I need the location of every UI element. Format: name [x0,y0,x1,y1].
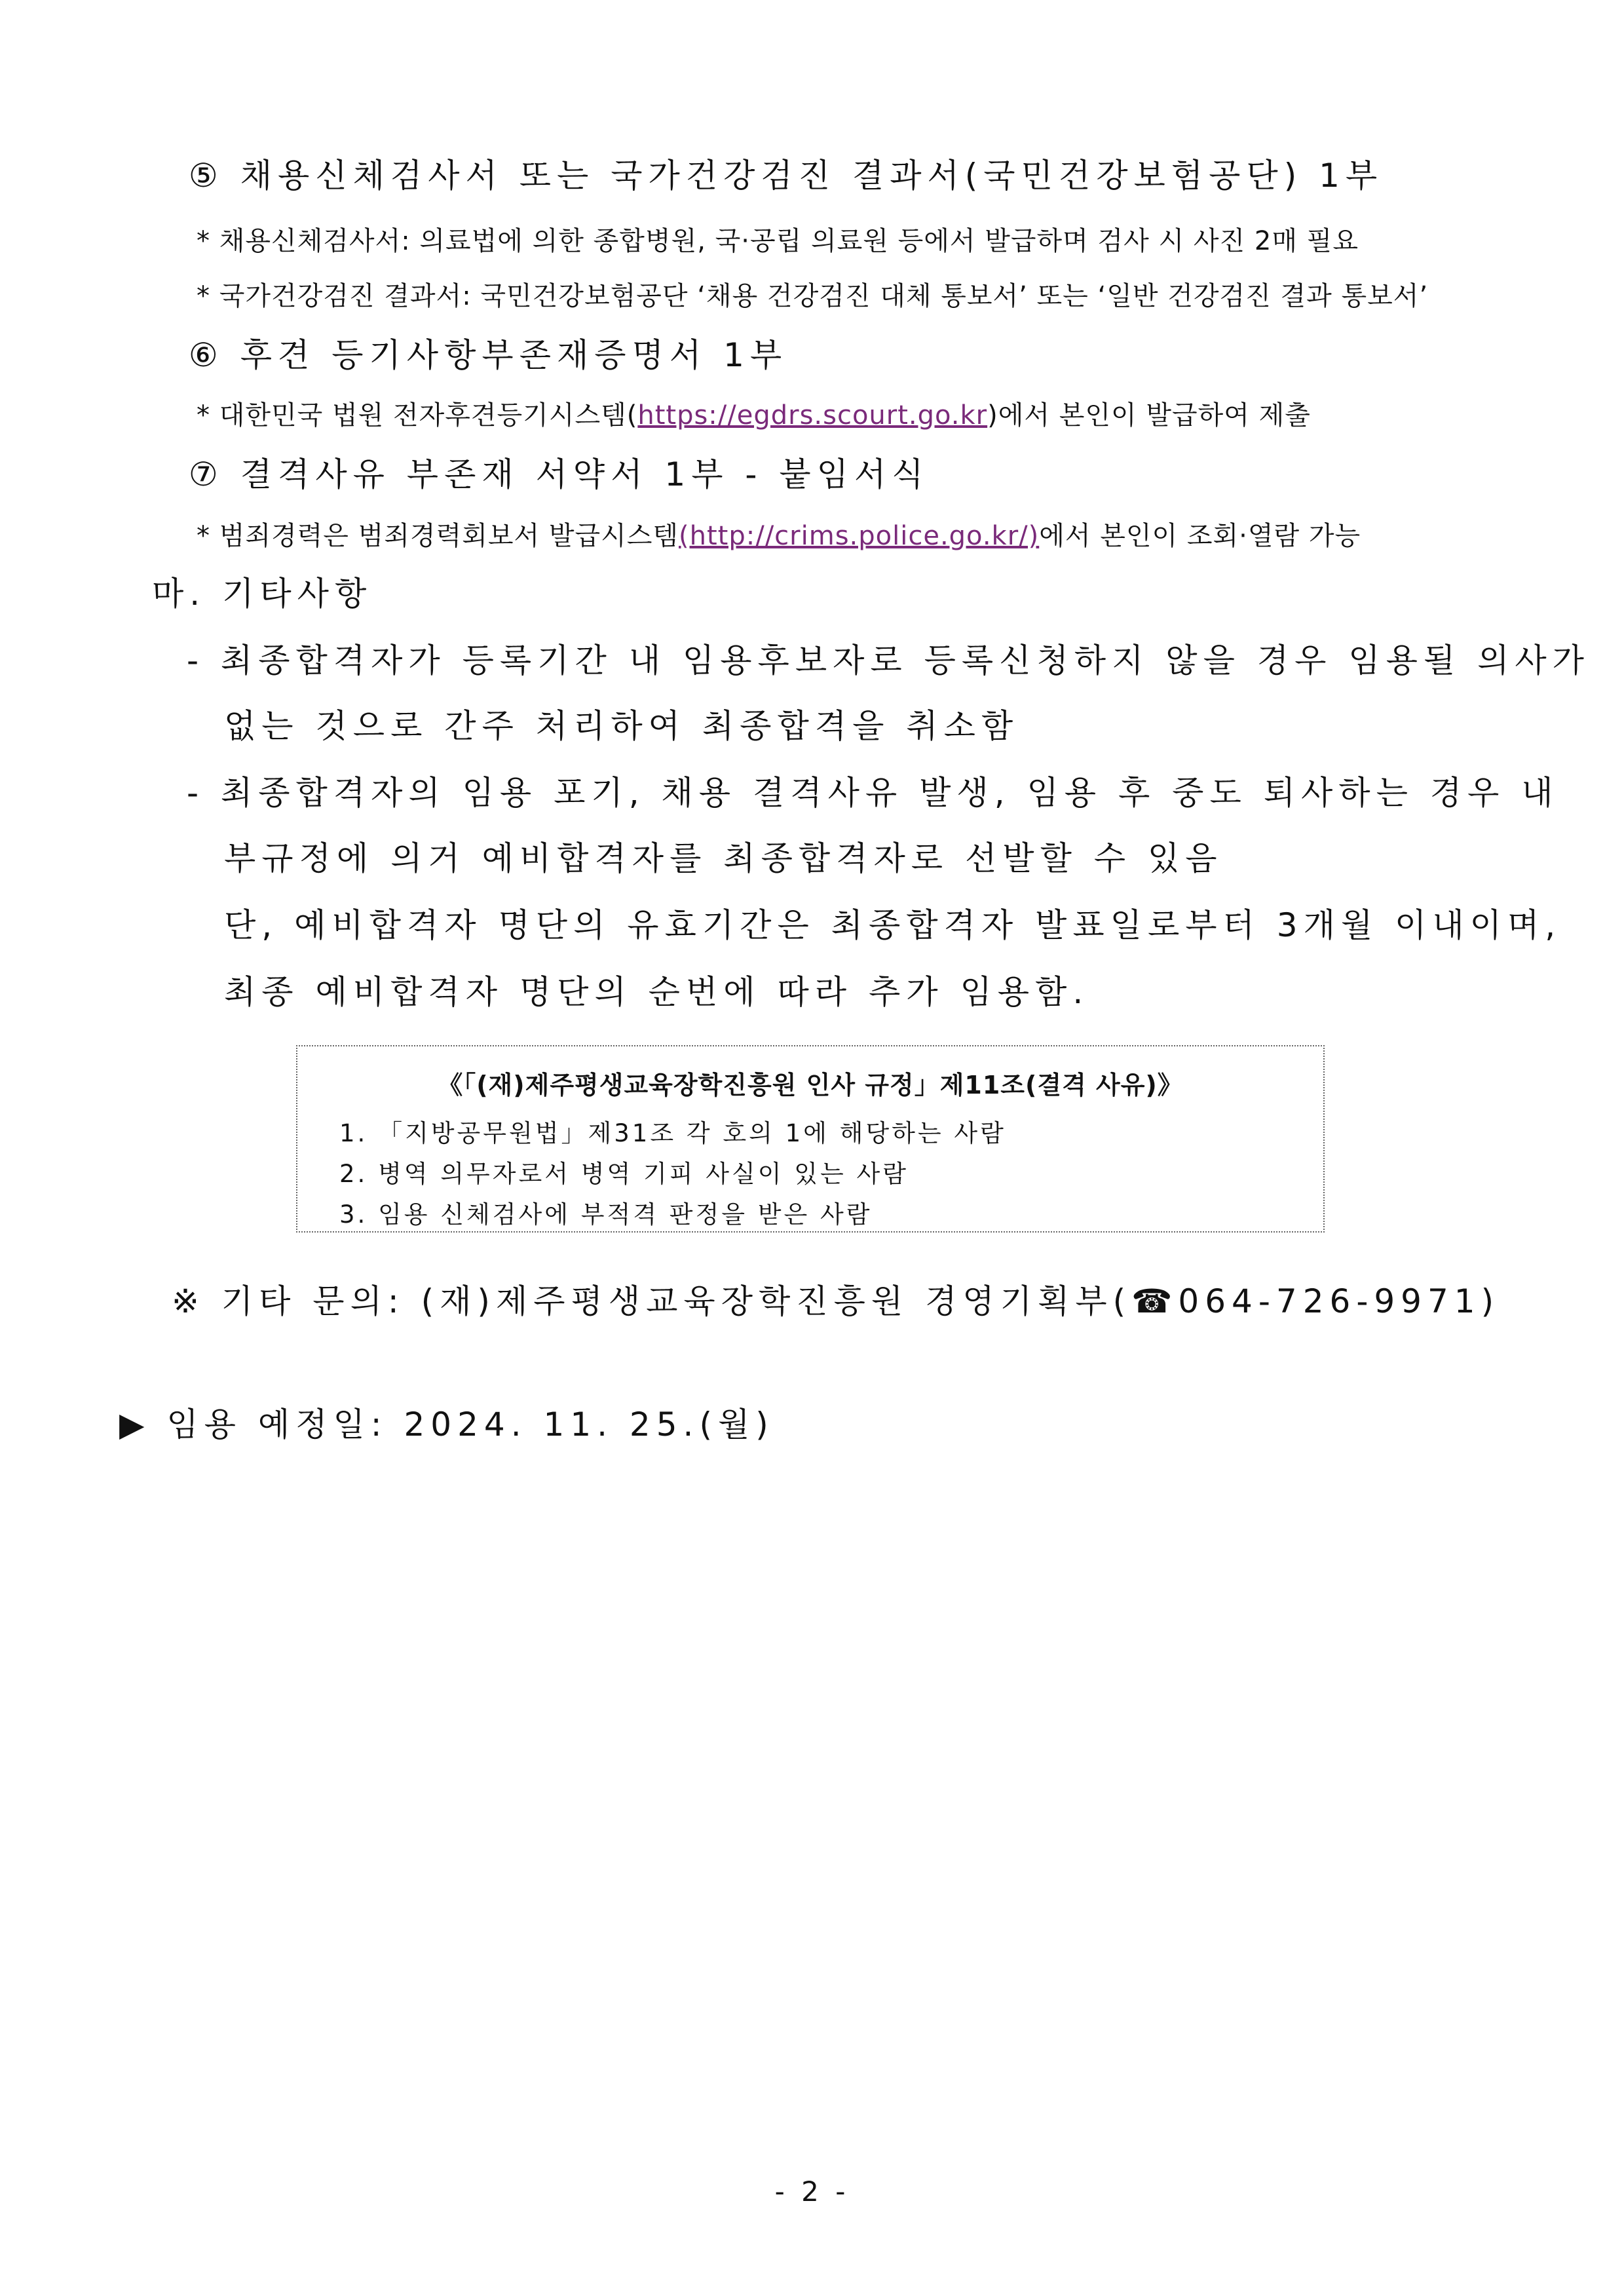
regulation-box [296,1045,1325,1233]
crims-link[interactable]: (http://crims.police.go.kr/) [679,521,1040,551]
section-ma-heading: 마. 기타사항 [152,575,373,613]
bullet-2-line-1: - 최종합격자의 임용 포기, 채용 결격사유 발생, 임용 후 중도 퇴사하는 경우 내 [187,774,1559,812]
regulation-item-3: 3. 임용 신체검사에 부적격 판정을 받은 사람 [339,1200,873,1229]
bullet-1-line-2: 없는 것으로 간주 처리하여 최종합격을 취소함 [224,707,1019,745]
regulation-box-title: 《「(재)제주평생교육장학진흥원 인사 규정」제11조(결격 사유)》 [438,1071,1183,1100]
item-6-title: ⑥ 후견 등기사항부존재증명서 1부 [189,336,788,374]
item-7-title: ⑦ 결격사유 부존재 서약서 1부 - 붙임서식 [189,455,930,493]
item-5-note-2: * 국가건강검진 결과서: 국민건강보험공단 ‘채용 건강검진 대체 통보서’ 또는 ‘일반 건강검진 결과 통보서’ [197,281,1429,311]
item-5-title: ⑤ 채용신체검사서 또는 국가건강검진 결과서(국민건강보험공단) 1부 [189,157,1384,195]
item-7-note-prefix: * 범죄경력은 범죄경력회보서 발급시스템 [197,521,679,551]
item-6-note-prefix: * 대한민국 법원 전자후견등기시스템( [197,400,638,430]
item-6-note-suffix: )에서 본인이 발급하여 제출 [987,400,1311,430]
bullet-2-line-3: 단, 예비합격자 명단의 유효기간은 최종합격자 발표일로부터 3개월 이내이며, [224,906,1562,944]
page-number: - 2 - [774,2175,850,2208]
inquiry-line: ※ 기타 문의: (재)제주평생교육장학진흥원 경영기획부(☎064-726-9971) [172,1282,1500,1320]
bullet-2-line-2: 부규정에 의거 예비합격자를 최종합격자로 선발할 수 있음 [224,839,1223,877]
appointment-date: ▶ 임용 예정일: 2024. 11. 25.(월) [119,1406,774,1444]
item-6-note [197,394,1311,432]
egdrs-link[interactable]: https://egdrs.scourt.go.kr [637,400,988,430]
item-7-note-suffix: 에서 본인이 조회·열람 가능 [1039,521,1361,551]
item-7-note [197,515,1361,552]
bullet-2-line-4: 최종 예비합격자 명단의 순번에 따라 추가 임용함. [224,973,1089,1011]
regulation-item-1: 1. 「지방공무원법」제31조 각 호의 1에 해당하는 사람 [339,1119,1006,1147]
item-5-note-1: * 채용신체검사서: 의료법에 의한 종합병원, 국·공립 의료원 등에서 발급하며 검사 시 사진 2매 필요 [197,226,1359,256]
bullet-1-line-1: - 최종합격자가 등록기간 내 임용후보자로 등록신청하지 않을 경우 임용될 의사가 [187,641,1590,679]
regulation-item-2: 2. 병역 의무자로서 병역 기피 사실이 있는 사람 [339,1160,909,1188]
